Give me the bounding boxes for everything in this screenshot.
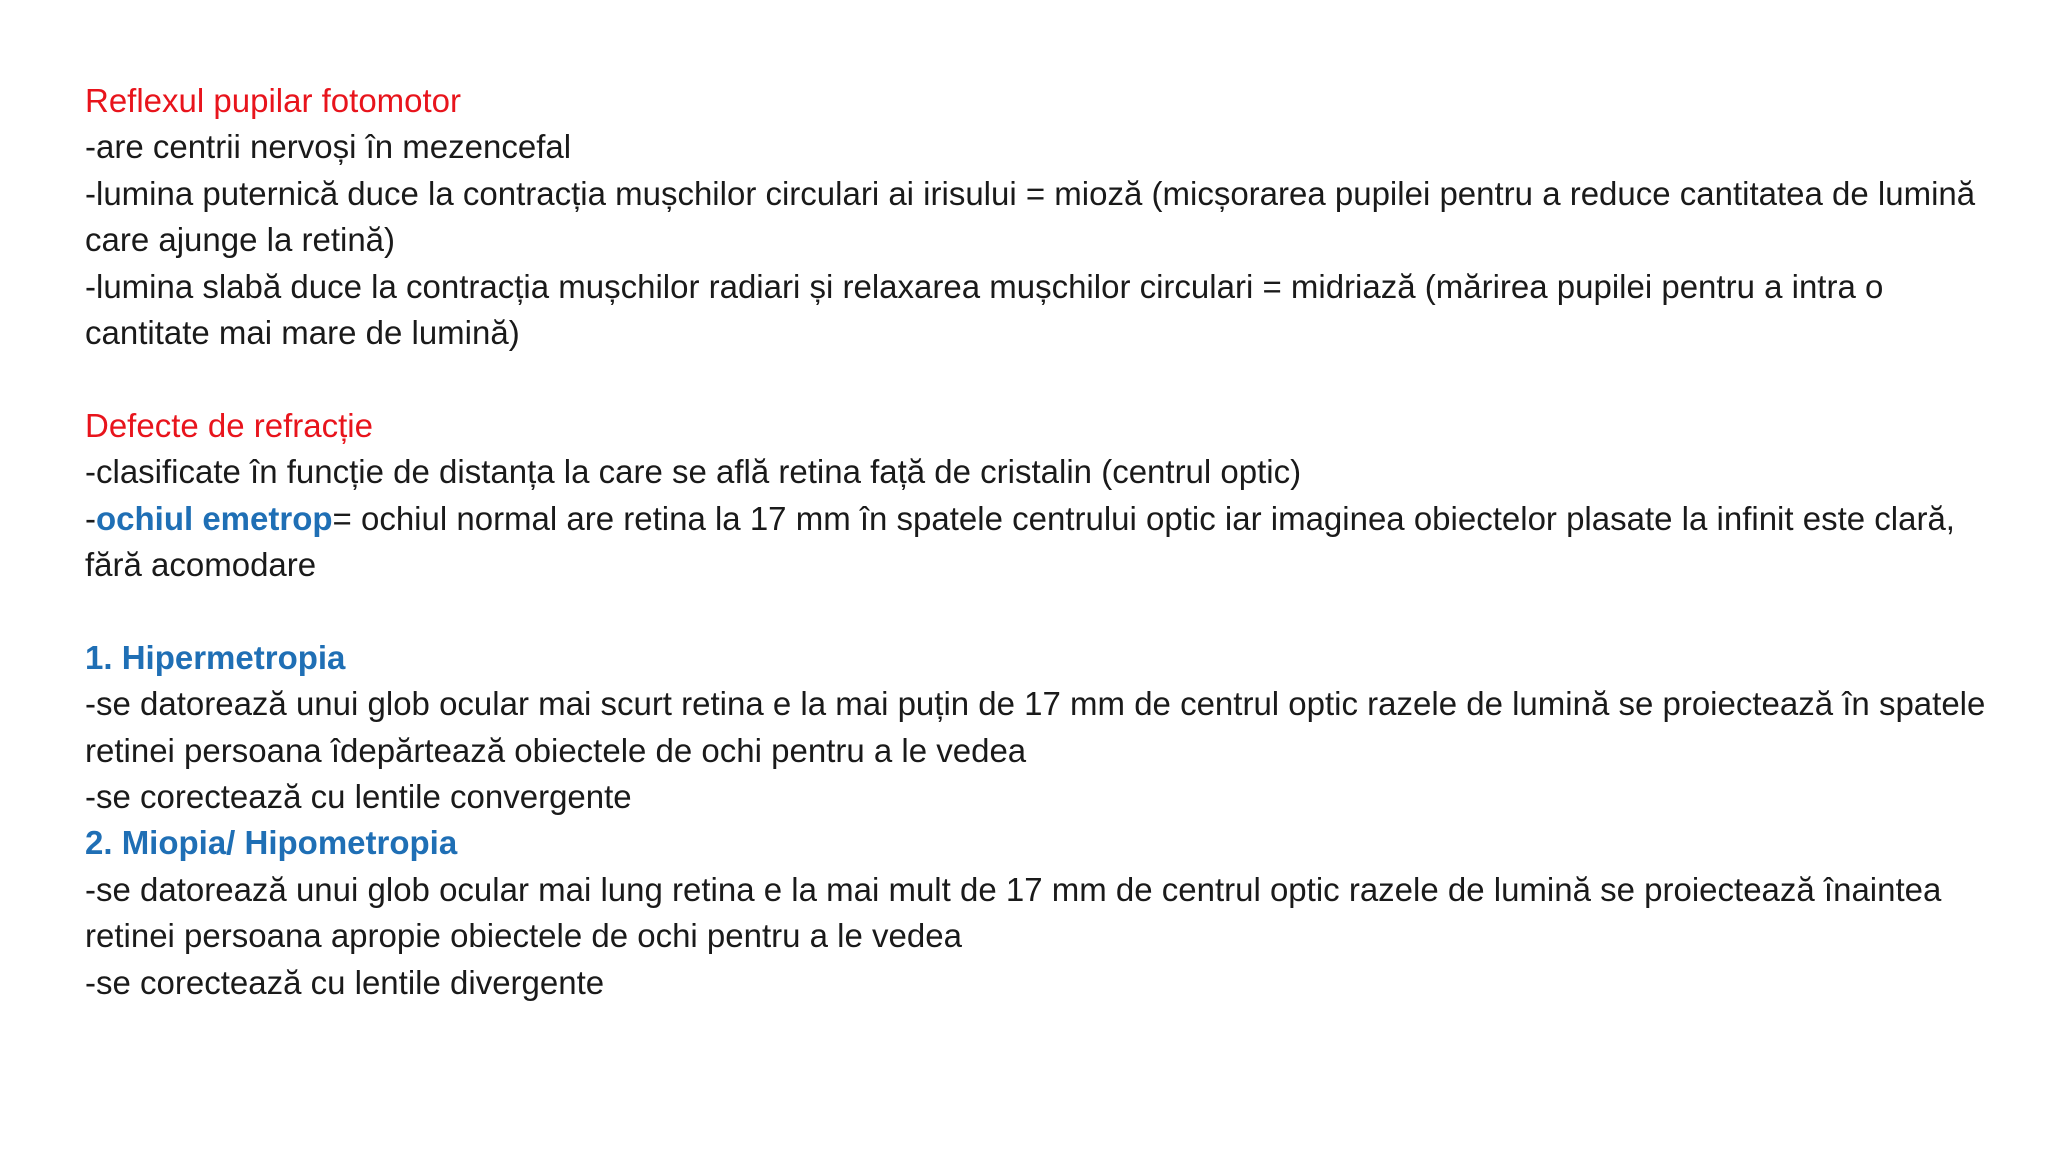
text-rest: = ochiul normal are retina la 17 mm în spatele centrului optic iar imaginea obiectelor plasate la infinit este clară, fără acomodare bbox=[85, 499, 1965, 584]
text-line: -se corectează cu lentile divergente bbox=[85, 963, 605, 1001]
section-title-pupillary-reflex: Reflexul pupilar fotomotor bbox=[85, 82, 462, 119]
text-line: -lumina slabă duce la contracția mușchilor radiari și relaxarea mușchilor circulari = midriază (mărirea pupilei pentru a intra o cantitate mai mare de lumină) bbox=[85, 267, 1893, 352]
blank-line bbox=[85, 588, 2010, 634]
section-title-myopia: 2. Miopia/ Hipometropia bbox=[85, 824, 458, 862]
section-title-refraction-defects: Defecte de refracție bbox=[85, 406, 373, 444]
text-line: -se datorează unui glob ocular mai scurt retina e la mai puțin de 17 mm de centrul optic razele de lumină se proiectează în spatele retinei persoana îdepărtează obiectele de ochi pentru a le vedea bbox=[85, 685, 1995, 769]
text-line: -se datorează unui glob ocular mai lung retina e la mai mult de 17 mm de centrul optic razele de lumină se proiectează înaintea retinei persoana apropie obiectele de ochi pentru a le vedea bbox=[85, 870, 1951, 955]
blank-line bbox=[85, 356, 2010, 402]
text-line-emmetropic-eye bbox=[85, 496, 2010, 589]
text-line: -lumina puternică duce la contracția mușchilor circulari ai irisului = mioză (micșorarea pupilei pentru a reduce cantitatea de lumină care ajunge la retină) bbox=[85, 174, 1985, 259]
term-emmetropic-eye: ochiul emetrop bbox=[96, 499, 333, 537]
text-line: -se corectează cu lentile convergente bbox=[85, 778, 632, 816]
section-title-hyperopia: 1. Hipermetropia bbox=[85, 638, 346, 676]
slide-content bbox=[85, 78, 2010, 1006]
text-line: -are centrii nervoși în mezencefal bbox=[85, 128, 572, 166]
text-line: -clasificate în funcție de distanța la care se află retina față de cristalin (centrul optic) bbox=[85, 453, 1302, 491]
text-prefix: - bbox=[85, 499, 96, 537]
